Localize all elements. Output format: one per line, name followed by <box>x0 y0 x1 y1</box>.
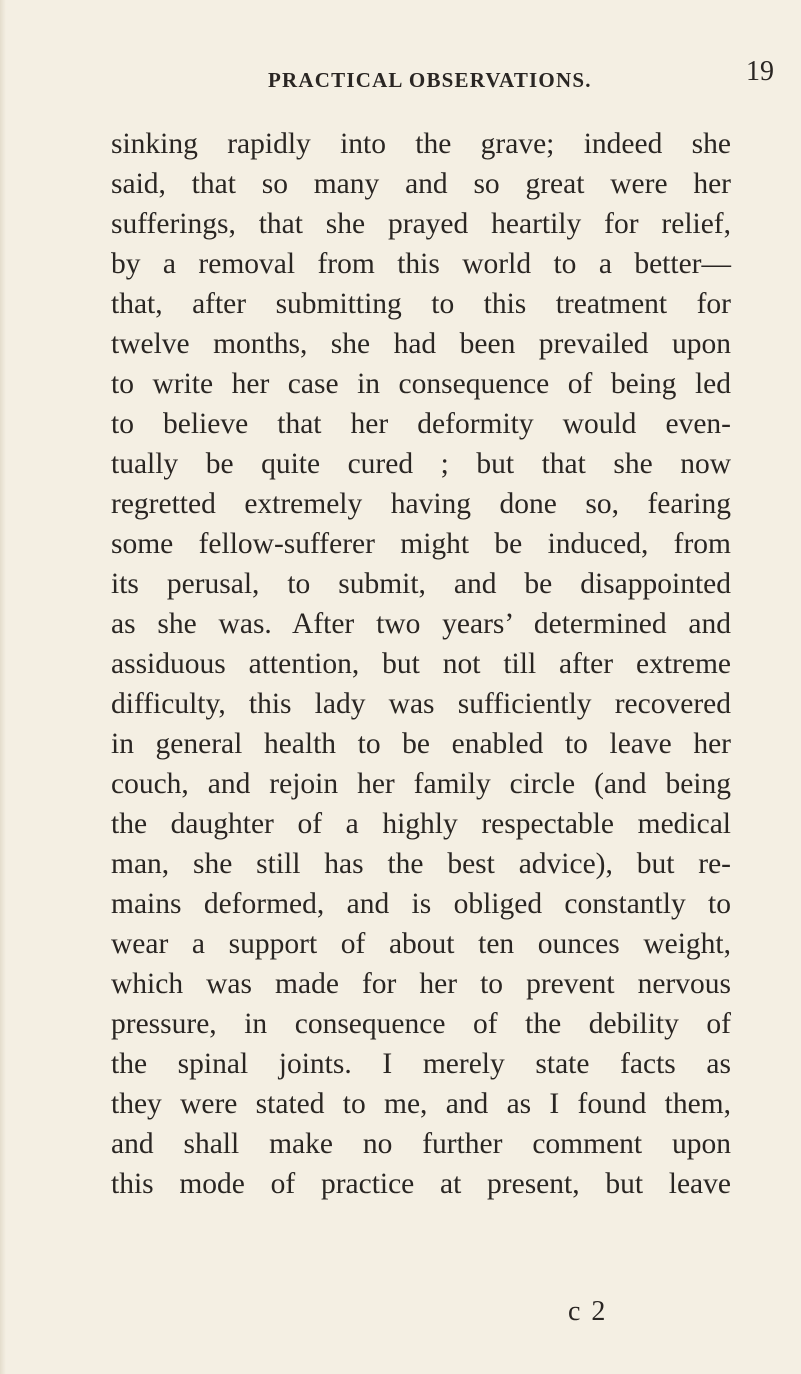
page-number: 19 <box>746 56 774 87</box>
text-line: to write her case in consequence of being led <box>111 368 731 400</box>
text-line: tually be quite cured ; but that she now <box>111 448 731 480</box>
text-line: mains deformed, and is obliged constantly to <box>111 888 731 920</box>
text-line: wear a support of about ten ounces weight, <box>111 928 731 960</box>
text-line: this mode of practice at present, but leave <box>111 1168 731 1200</box>
text-line: sinking rapidly into the grave; indeed she <box>111 128 731 160</box>
text-line: which was made for her to prevent nervous <box>111 968 731 1000</box>
text-line: in general health to be enabled to leave her <box>111 728 731 760</box>
text-line: and shall make no further comment upon <box>111 1128 731 1160</box>
running-head: PRACTICAL OBSERVATIONS. <box>268 68 592 92</box>
text-line: difficulty, this lady was sufficiently recovered <box>111 688 731 720</box>
text-line: man, she still has the best advice), but re- <box>111 848 731 880</box>
text-line: that, after submitting to this treatment for <box>111 288 731 320</box>
text-line: regretted extremely having done so, fearing <box>111 488 731 520</box>
text-line: to believe that her deformity would even- <box>111 408 731 440</box>
text-line: they were stated to me, and as I found them, <box>111 1088 731 1120</box>
text-line: by a removal from this world to a better— <box>111 248 731 280</box>
text-line: the daughter of a highly respectable medical <box>111 808 731 840</box>
text-line: some fellow-sufferer might be induced, from <box>111 528 731 560</box>
signature-mark: c 2 <box>568 1296 608 1327</box>
text-line: pressure, in consequence of the debility of <box>111 1008 731 1040</box>
text-line: the spinal joints. I merely state facts as <box>111 1048 731 1080</box>
text-line: assiduous attention, but not till after extreme <box>111 648 731 680</box>
text-line: as she was. After two years’ determined and <box>111 608 731 640</box>
text-line: said, that so many and so great were her <box>111 168 731 200</box>
text-line: its perusal, to submit, and be disappointed <box>111 568 731 600</box>
text-line: twelve months, she had been prevailed upon <box>111 328 731 360</box>
text-line: couch, and rejoin her family circle (and being <box>111 768 731 800</box>
page-edge-shadow <box>0 0 6 1374</box>
body-text <box>111 124 731 1204</box>
text-line: sufferings, that she prayed heartily for relief, <box>111 208 731 240</box>
